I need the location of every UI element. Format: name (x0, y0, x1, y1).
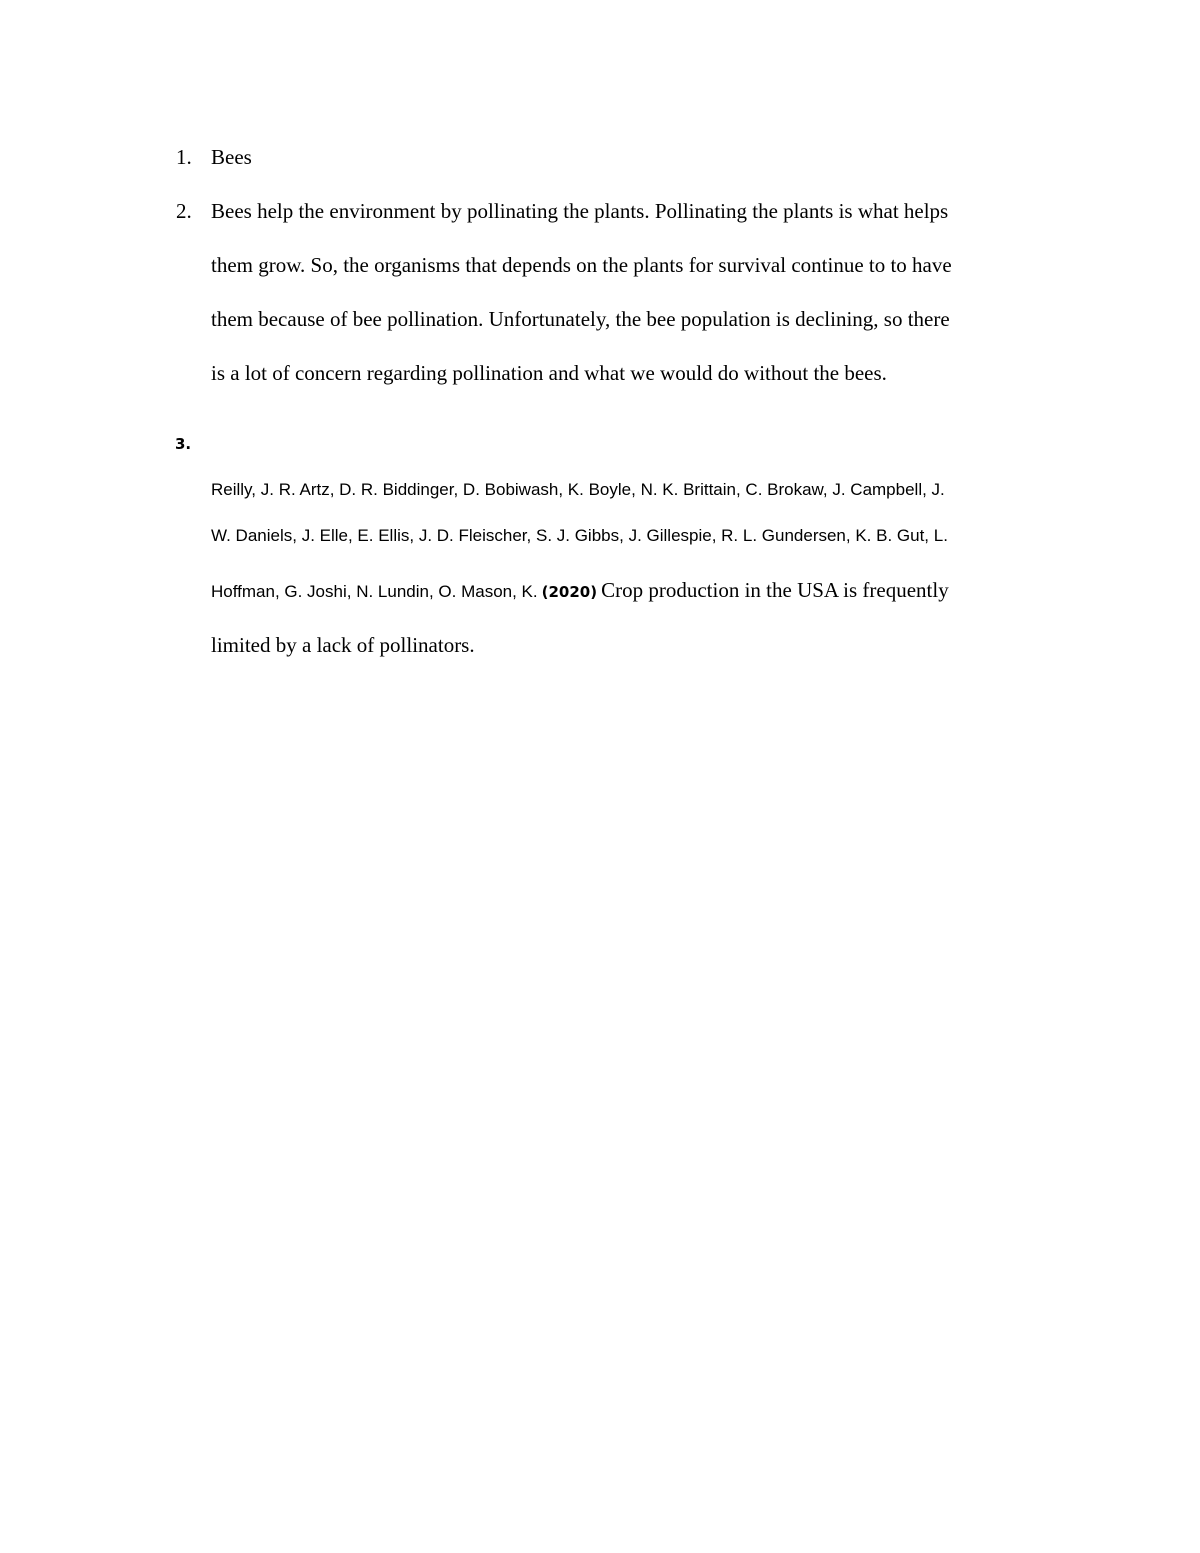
citation-title-part-2: limited by a lack of pollinators. (211, 633, 475, 657)
citation-authors-end: Hoffman, G. Joshi, N. Lundin, O. Mason, K. (211, 582, 538, 601)
list-number-1: 1. (176, 145, 192, 169)
citation-year: (2020) (541, 583, 598, 601)
list-number-3: 3. (175, 435, 192, 453)
citation-line-2: W. Daniels, J. Elle, E. Ellis, J. D. Fleischer, S. J. Gibbs, J. Gillespie, R. L. Gundersen, K. B. Gut, L. (211, 526, 948, 545)
paragraph-line-3: them because of bee pollination. Unfortunately, the bee population is declining, so there (211, 307, 950, 331)
list-number-2: 2. (176, 199, 192, 223)
paragraph-line-1: Bees help the environment by pollinating the plants. Pollinating the plants is what helps (211, 199, 949, 223)
citation-line-1: Reilly, J. R. Artz, D. R. Biddinger, D. Bobiwash, K. Boyle, N. K. Brittain, C. Brokaw, J. Campbell, J. (211, 480, 945, 499)
paragraph-line-4: is a lot of concern regarding pollination and what we would do without the bees. (211, 361, 887, 385)
paragraph-line-2: them grow. So, the organisms that depends on the plants for survival continue to to have (211, 253, 952, 277)
citation-line-3 (211, 578, 949, 603)
list-item-1-text: Bees (211, 145, 252, 169)
citation-title-part-1: Crop production in the USA is frequently (601, 578, 949, 602)
